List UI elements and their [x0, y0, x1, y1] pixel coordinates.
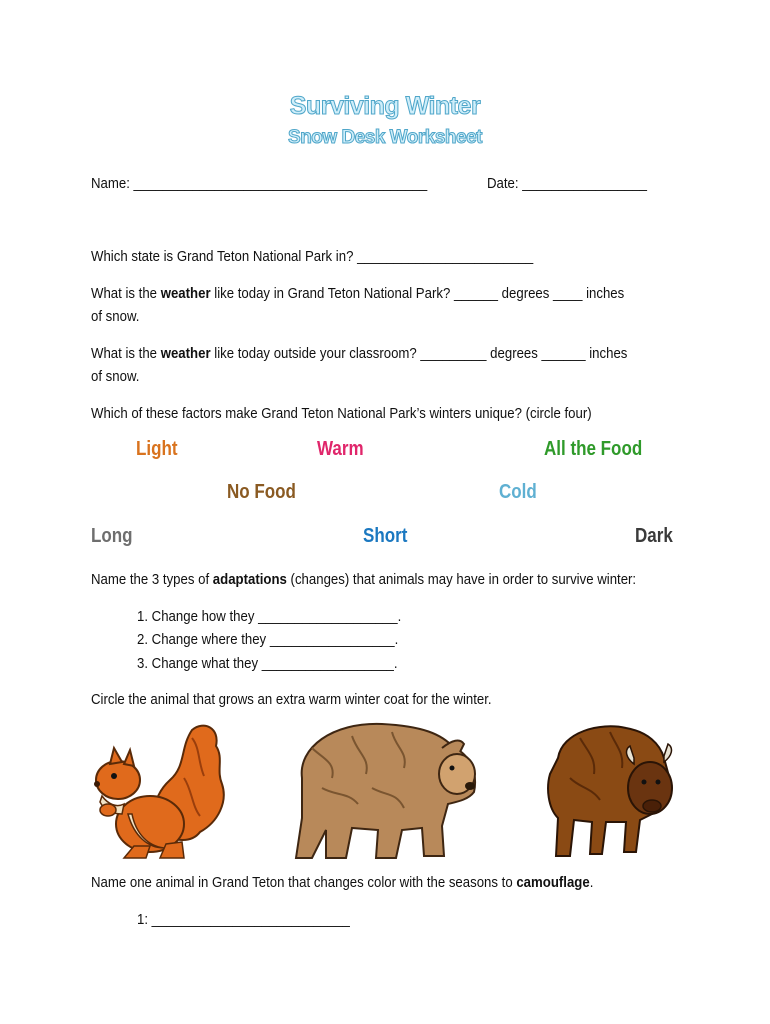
date-field[interactable] — [487, 172, 647, 195]
factor-long[interactable]: Long — [91, 525, 133, 547]
worksheet-subtitle: Snow Desk Worksheet — [288, 127, 482, 148]
adaptation-item-1[interactable]: 1. Change how they ___________________. — [137, 608, 402, 625]
bold-weather: weather — [160, 345, 211, 362]
question-weather-classroom: What is the weather like today outside your classroom? _________ degrees ______ inches of snow. — [91, 345, 628, 385]
worksheet-title: Surviving Winter — [289, 92, 481, 120]
question-adaptations: Name the 3 types of adaptations (changes) that animals may have in order to survive winter: — [91, 571, 637, 588]
factor-no-food[interactable]: No Food — [227, 481, 296, 503]
factor-dark[interactable]: Dark — [635, 525, 673, 547]
bear-image[interactable] — [292, 718, 480, 863]
question-camouflage: Name one animal in Grand Teton that changes color with the seasons to camouflage. — [91, 874, 594, 891]
factor-warm[interactable]: Warm — [317, 438, 364, 460]
name-field[interactable] — [91, 172, 427, 195]
factor-cold[interactable]: Cold — [499, 481, 537, 503]
question-weather-park: What is the weather like today in Grand Teton National Park? ______ degrees ____ inches of snow. — [91, 285, 625, 325]
answer-line-1[interactable]: 1: ___________________________ — [137, 911, 350, 928]
bold-weather: weather — [160, 285, 211, 302]
bold-adaptations: adaptations — [212, 571, 287, 588]
date-label: Date: — [487, 175, 519, 192]
squirrel-image[interactable] — [88, 718, 228, 863]
name-label: Name: — [91, 175, 130, 192]
bison-image[interactable] — [540, 718, 680, 863]
question-factors: Which of these factors make Grand Teton National Park’s winters unique? (circle four) — [91, 405, 592, 422]
factor-all-the-food[interactable]: All the Food — [544, 438, 643, 460]
date-blank[interactable]: _________________ — [522, 175, 648, 192]
factor-light[interactable]: Light — [136, 438, 178, 460]
adaptation-item-2[interactable]: 2. Change where they _________________. — [137, 631, 399, 648]
bold-camouflage: camouflage — [516, 874, 590, 891]
adaptation-item-3[interactable]: 3. Change what they __________________. — [137, 655, 398, 672]
factor-short[interactable]: Short — [363, 525, 408, 547]
question-state: Which state is Grand Teton National Park in? ________________________ — [91, 248, 534, 265]
question-winter-coat: Circle the animal that grows an extra warm winter coat for the winter. — [91, 691, 492, 708]
name-blank[interactable]: ________________________________________ — [133, 175, 428, 192]
